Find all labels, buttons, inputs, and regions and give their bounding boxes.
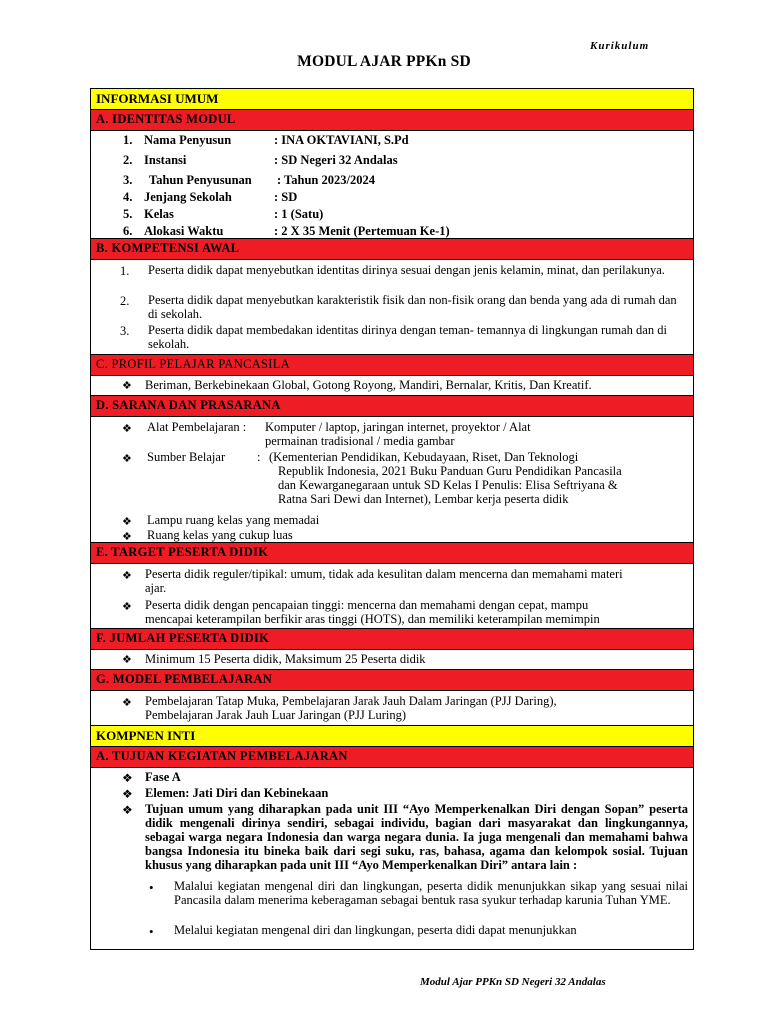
kompetensi-num: 3. xyxy=(120,324,130,338)
sumber-colon: : xyxy=(257,450,261,464)
diamond-bullet-icon: ❖ xyxy=(122,380,132,392)
alat-text: permainan tradisional / media gambar xyxy=(265,434,455,448)
model-text: Pembelajaran Tatap Muka, Pembelajaran Jarak Jauh Dalam Jaringan (PJJ Daring), xyxy=(145,694,557,708)
kompetensi-list xyxy=(91,260,693,355)
module-table xyxy=(90,88,694,950)
identity-num: 4. xyxy=(123,190,133,204)
profil-block xyxy=(91,376,693,396)
identity-value: : 2 X 35 Menit (Pertemuan Ke-1) xyxy=(274,224,450,238)
identity-value: : INA OKTAVIANI, S.Pd xyxy=(274,133,409,147)
alat-label: Alat Pembelajaran : xyxy=(147,420,247,434)
sarana-block xyxy=(91,417,693,543)
diamond-bullet-icon: ❖ xyxy=(122,531,132,543)
identity-block xyxy=(91,131,693,239)
kompetensi-num: 2. xyxy=(120,294,130,308)
kompetensi-item: Peserta didik dapat menyebutkan identitas dirinya sesuai dengan jenis kelamin, minat, dan perilakunya. xyxy=(148,263,665,277)
identity-label: Alokasi Waktu xyxy=(144,224,224,238)
identity-value: : Tahun 2023/2024 xyxy=(277,173,375,187)
identity-num: 6. xyxy=(123,224,133,238)
section-tujuan-kegiatan: A. TUJUAN KEGIATAN PEMBELAJARAN xyxy=(91,747,693,768)
diamond-bullet-icon: ❖ xyxy=(122,771,133,785)
header-mark: Kurikulum xyxy=(590,40,650,52)
diamond-bullet-icon: ❖ xyxy=(122,787,133,801)
sub-item: Melalui kegiatan mengenal diri dan lingkungan, peserta didi dapat menunjukkan xyxy=(174,923,577,937)
section-jumlah-peserta: F. JUMLAH PESERTA DIDIK xyxy=(91,629,693,650)
diamond-bullet-icon: ❖ xyxy=(122,423,132,435)
target-text: Peserta didik dengan pencapaian tinggi: mencerna dan memahami dengan cepat, mampu xyxy=(145,598,589,612)
sub-item: Malalui kegiatan mengenal diri dan lingkungan, peserta didik menunjukkan sikap yang sesuai nilai Pancasila dalam menerima keberagaman sebagai bentuk rasa syukur terhadap karunia Tuhan YME. xyxy=(174,879,688,907)
diamond-bullet-icon: ❖ xyxy=(122,516,132,528)
page-footer: Modul Ajar PPKn SD Negeri 32 Andalas xyxy=(420,976,606,988)
sumber-text: (Kementerian Pendidikan, Kebudayaan, Riset, Dan Teknologi xyxy=(269,450,579,464)
dot-bullet-icon: • xyxy=(149,880,154,895)
identity-label: Kelas xyxy=(144,207,174,221)
section-informasi-umum: INFORMASI UMUM xyxy=(91,89,693,110)
identity-num: 5. xyxy=(123,207,133,221)
sumber-text: dan Kewarganegaraan untuk SD Kelas I Penulis: Elisa Seftriyana & xyxy=(278,478,618,492)
sumber-text: Ratna Sari Dewi dan Internet), Lembar kerja peserta didik xyxy=(278,492,569,506)
identity-label: Instansi xyxy=(144,153,187,167)
diamond-bullet-icon: ❖ xyxy=(122,697,132,709)
dot-bullet-icon: • xyxy=(149,924,154,939)
elemen-text: Elemen: Jati Diri dan Kebinekaan xyxy=(145,786,329,800)
kompetensi-item: Peserta didik dapat menyebutkan karakteristik fisik dan non-fisik orang dan benda yang ada di rumah dan di sekolah. xyxy=(148,293,677,321)
identity-num: 3. xyxy=(123,173,133,187)
model-text: Pembelajaran Jarak Jauh Luar Jaringan (PJJ Luring) xyxy=(145,708,407,722)
section-model-pembelajaran: G. MODEL PEMBELAJARAN xyxy=(91,670,693,691)
kompetensi-item: Peserta didik dapat membedakan identitas dirinya dengan teman- temannya di lingkungan rumah dan di sekolah. xyxy=(148,323,667,351)
model-block xyxy=(91,691,693,726)
diamond-bullet-icon: ❖ xyxy=(122,601,132,613)
sarana-item: Ruang kelas yang cukup luas xyxy=(147,528,293,542)
kompetensi-num: 1. xyxy=(120,264,130,278)
identity-label: Tahun Penyusunan xyxy=(149,173,252,187)
identity-value: : SD Negeri 32 Andalas xyxy=(274,153,398,167)
alat-text: Komputer / laptop, jaringan internet, proyektor / Alat xyxy=(265,420,531,434)
identity-num: 2. xyxy=(123,153,133,167)
section-kompnen-inti: KOMPNEN INTI xyxy=(91,726,693,747)
jumlah-block xyxy=(91,650,693,670)
target-text: Peserta didik reguler/tipikal: umum, tidak ada kesulitan dalam mencerna dan memahami materi xyxy=(145,567,623,581)
section-identitas-modul: A. IDENTITAS MODUL xyxy=(91,110,693,131)
tujuan-text: Tujuan umum yang diharapkan pada unit III “Ayo Memperkenalkan Diri dengan Sopan” peserta didik mengenali dirinya sendiri, sebagai individu, bagian dari masyarakat dan lingkungannya, sebagai warga negara Indonesia dan warga negara dunia. Ia juga mengenali dan memahami bahwa bangsa Indonesia itu bineka baik dari segi suku, ras, bahasa, agama dan kelompok sosial. Tujuan khusus yang diharapkan pada unit III “Ayo Memperkenalkan Diri” antara lain : xyxy=(145,802,688,872)
diamond-bullet-icon: ❖ xyxy=(122,570,132,582)
identity-label: Nama Penyusun xyxy=(144,133,232,147)
section-sarana-prasarana: D. SARANA DAN PRASARANA xyxy=(91,396,693,417)
sarana-item: Lampu ruang kelas yang memadai xyxy=(147,513,320,527)
identity-value: : SD xyxy=(274,190,298,204)
diamond-bullet-icon: ❖ xyxy=(122,654,132,666)
target-text: ajar. xyxy=(145,581,167,595)
sumber-text: Republik Indonesia, 2021 Buku Panduan Guru Pendidikan Pancasila xyxy=(278,464,622,478)
diamond-bullet-icon: ❖ xyxy=(122,453,132,465)
target-text: mencapai keterampilan berfikir aras tinggi (HOTS), dan memiliki keterampilan memimpin xyxy=(145,612,600,626)
identity-value: : 1 (Satu) xyxy=(274,207,324,221)
fase-text: Fase A xyxy=(145,770,181,784)
identity-num: 1. xyxy=(123,133,133,147)
sumber-label: Sumber Belajar xyxy=(147,450,226,464)
profil-text: Beriman, Berkebinekaan Global, Gotong Royong, Mandiri, Bernalar, Kritis, Dan Kreatif. xyxy=(145,378,592,392)
target-block xyxy=(91,564,693,629)
tujuan-block xyxy=(91,768,693,950)
page-title: MODUL AJAR PPKn SD xyxy=(297,53,471,70)
diamond-bullet-icon: ❖ xyxy=(122,803,133,817)
jumlah-text: Minimum 15 Peserta didik, Maksimum 25 Peserta didik xyxy=(145,652,426,666)
section-profil-pancasila: C. PROFIL PELAJAR PANCASILA xyxy=(91,355,693,376)
section-kompetensi-awal: B. KOMPETENSI AWAL xyxy=(91,239,693,260)
section-target-peserta: E. TARGET PESERTA DIDIK xyxy=(91,543,693,564)
identity-label: Jenjang Sekolah xyxy=(144,190,232,204)
